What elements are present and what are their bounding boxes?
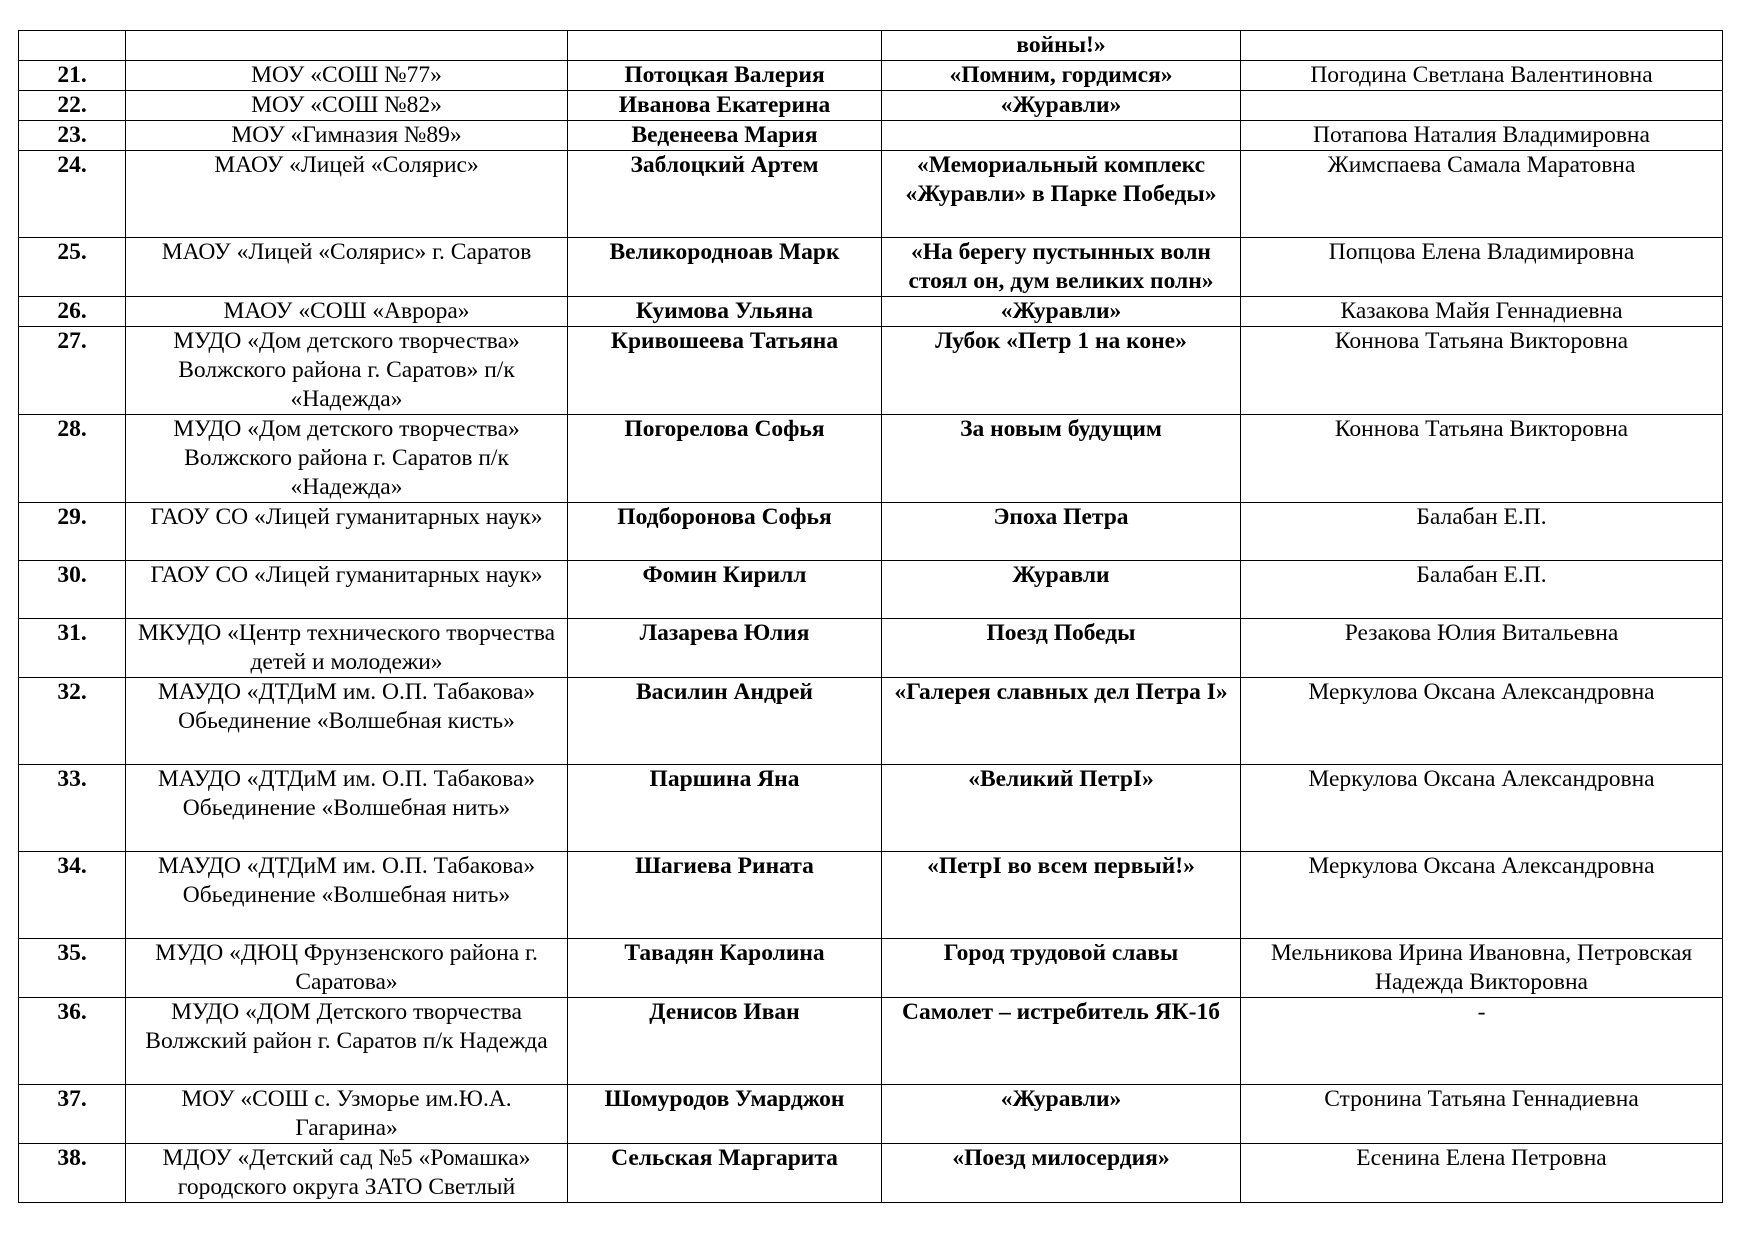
supervisor-cell: Казакова Майя Геннадиевна [1241, 297, 1723, 327]
organization-cell: МАУДО «ДТДиМ им. О.П. Табакова» Обьединение «Волшебная нить» [126, 852, 568, 939]
table-row [19, 852, 1723, 939]
work-title-cell: Лубок «Петр 1 на коне» [882, 327, 1241, 415]
table-row [19, 561, 1723, 619]
participant-name-cell: Иванова Екатерина [568, 91, 882, 121]
table-row [19, 503, 1723, 561]
supervisor-cell: Меркулова Оксана Александровна [1241, 678, 1723, 765]
work-title-cell: «Помним, гордимся» [882, 61, 1241, 91]
row-number: 32. [19, 678, 126, 765]
participants-table [18, 30, 1723, 1203]
row-number: 36. [19, 998, 126, 1085]
participant-name-cell: Денисов Иван [568, 998, 882, 1085]
table-row [19, 297, 1723, 327]
work-title-cell: Самолет – истребитель ЯК-1б [882, 998, 1241, 1085]
supervisor-cell: Стронина Татьяна Геннадиевна [1241, 1085, 1723, 1144]
row-number: 33. [19, 765, 126, 852]
row-number: 31. [19, 619, 126, 678]
supervisor-cell: Резакова Юлия Витальевна [1241, 619, 1723, 678]
table-row [19, 31, 1723, 61]
row-number: 38. [19, 1144, 126, 1203]
organization-cell: МОУ «СОШ №77» [126, 61, 568, 91]
table-row [19, 91, 1723, 121]
participants-table-page [18, 30, 1722, 1203]
table-row [19, 678, 1723, 765]
participant-name-cell: Веденеева Мария [568, 121, 882, 151]
work-title-cell: «Журавли» [882, 297, 1241, 327]
participant-name-cell: Шагиева Рината [568, 852, 882, 939]
organization-cell: МУДО «Дом детского творчества» Волжского района г. Саратов» п/к «Надежда» [126, 327, 568, 415]
work-title-cell: «Журавли» [882, 1085, 1241, 1144]
work-title-cell: Город трудовой славы [882, 939, 1241, 998]
participant-name-cell: Паршина Яна [568, 765, 882, 852]
participant-name-cell: Подборонова Софья [568, 503, 882, 561]
work-title-cell: Поезд Победы [882, 619, 1241, 678]
table-row [19, 327, 1723, 415]
organization-cell: МКУДО «Центр технического творчества детей и молодежи» [126, 619, 568, 678]
participant-name-cell: Сельская Маргарита [568, 1144, 882, 1203]
participant-name-cell: Куимова Ульяна [568, 297, 882, 327]
supervisor-cell: Есенина Елена Петровна [1241, 1144, 1723, 1203]
work-title-cell: Эпоха Петра [882, 503, 1241, 561]
row-number: 21. [19, 61, 126, 91]
organization-cell: МУДО «Дом детского творчества» Волжского района г. Саратов п/к «Надежда» [126, 415, 568, 503]
supervisor-cell: Меркулова Оксана Александровна [1241, 765, 1723, 852]
work-title-cell: «Галерея славных дел Петра I» [882, 678, 1241, 765]
organization-cell: МУДО «ДЮЦ Фрунзенского района г. Саратова» [126, 939, 568, 998]
participant-name-cell: Лазарева Юлия [568, 619, 882, 678]
supervisor-cell: - [1241, 998, 1723, 1085]
row-number: 35. [19, 939, 126, 998]
table-row [19, 61, 1723, 91]
table-row [19, 939, 1723, 998]
table-row [19, 619, 1723, 678]
organization-cell: МАУДО «ДТДиМ им. О.П. Табакова» Обьединение «Волшебная кисть» [126, 678, 568, 765]
row-number: 34. [19, 852, 126, 939]
organization-cell: МОУ «Гимназия №89» [126, 121, 568, 151]
work-title-cell: За новым будущим [882, 415, 1241, 503]
table-row [19, 415, 1723, 503]
row-number [19, 31, 126, 61]
work-title-cell: Журавли [882, 561, 1241, 619]
work-title-cell [882, 121, 1241, 151]
supervisor-cell [1241, 91, 1723, 121]
row-number: 29. [19, 503, 126, 561]
row-number: 24. [19, 151, 126, 238]
table-row [19, 998, 1723, 1085]
row-number: 26. [19, 297, 126, 327]
table-row [19, 121, 1723, 151]
table-row [19, 1144, 1723, 1203]
work-title-cell: «Великий ПетрI» [882, 765, 1241, 852]
row-number: 37. [19, 1085, 126, 1144]
supervisor-cell: Коннова Татьяна Викторовна [1241, 327, 1723, 415]
supervisor-cell: Потапова Наталия Владимировна [1241, 121, 1723, 151]
supervisor-cell: Меркулова Оксана Александровна [1241, 852, 1723, 939]
row-number: 25. [19, 238, 126, 297]
organization-cell: МАОУ «Лицей «Солярис» г. Саратов [126, 238, 568, 297]
organization-cell: МАУДО «ДТДиМ им. О.П. Табакова» Обьединение «Волшебная нить» [126, 765, 568, 852]
work-title-cell: войны!» [882, 31, 1241, 61]
row-number: 27. [19, 327, 126, 415]
organization-cell [126, 31, 568, 61]
table-row [19, 1085, 1723, 1144]
participant-name-cell: Потоцкая Валерия [568, 61, 882, 91]
participant-name-cell: Великородноав Марк [568, 238, 882, 297]
supervisor-cell: Жимспаева Самала Маратовна [1241, 151, 1723, 238]
participant-name-cell: Василин Андрей [568, 678, 882, 765]
participant-name-cell: Погорелова Софья [568, 415, 882, 503]
row-number: 30. [19, 561, 126, 619]
supervisor-cell: Балабан Е.П. [1241, 561, 1723, 619]
table-row [19, 765, 1723, 852]
work-title-cell: «На берегу пустынных волн стоял он, дум великих полн» [882, 238, 1241, 297]
table-row [19, 151, 1723, 238]
supervisor-cell: Мельникова Ирина Ивановна, Петровская Надежда Викторовна [1241, 939, 1723, 998]
supervisor-cell: Коннова Татьяна Викторовна [1241, 415, 1723, 503]
participant-name-cell: Тавадян Каролина [568, 939, 882, 998]
supervisor-cell [1241, 31, 1723, 61]
table-row [19, 238, 1723, 297]
organization-cell: МАОУ «СОШ «Аврора» [126, 297, 568, 327]
participant-name-cell: Заблоцкий Артем [568, 151, 882, 238]
work-title-cell: «Журавли» [882, 91, 1241, 121]
row-number: 22. [19, 91, 126, 121]
work-title-cell: «Поезд милосердия» [882, 1144, 1241, 1203]
organization-cell: ГАОУ СО «Лицей гуманитарных наук» [126, 503, 568, 561]
row-number: 23. [19, 121, 126, 151]
participant-name-cell [568, 31, 882, 61]
organization-cell: МАОУ «Лицей «Солярис» [126, 151, 568, 238]
participant-name-cell: Кривошеева Татьяна [568, 327, 882, 415]
organization-cell: МУДО «ДОМ Детского творчества Волжский район г. Саратов п/к Надежда [126, 998, 568, 1085]
work-title-cell: «ПетрI во всем первый!» [882, 852, 1241, 939]
row-number: 28. [19, 415, 126, 503]
supervisor-cell: Погодина Светлана Валентиновна [1241, 61, 1723, 91]
organization-cell: МДОУ «Детский сад №5 «Ромашка» городского округа ЗАТО Светлый [126, 1144, 568, 1203]
organization-cell: ГАОУ СО «Лицей гуманитарных наук» [126, 561, 568, 619]
participant-name-cell: Шомуродов Умарджон [568, 1085, 882, 1144]
supervisor-cell: Попцова Елена Владимировна [1241, 238, 1723, 297]
organization-cell: МОУ «СОШ с. Узморье им.Ю.А. Гагарина» [126, 1085, 568, 1144]
participant-name-cell: Фомин Кирилл [568, 561, 882, 619]
organization-cell: МОУ «СОШ №82» [126, 91, 568, 121]
supervisor-cell: Балабан Е.П. [1241, 503, 1723, 561]
work-title-cell: «Мемориальный комплекс «Журавли» в Парке Победы» [882, 151, 1241, 238]
